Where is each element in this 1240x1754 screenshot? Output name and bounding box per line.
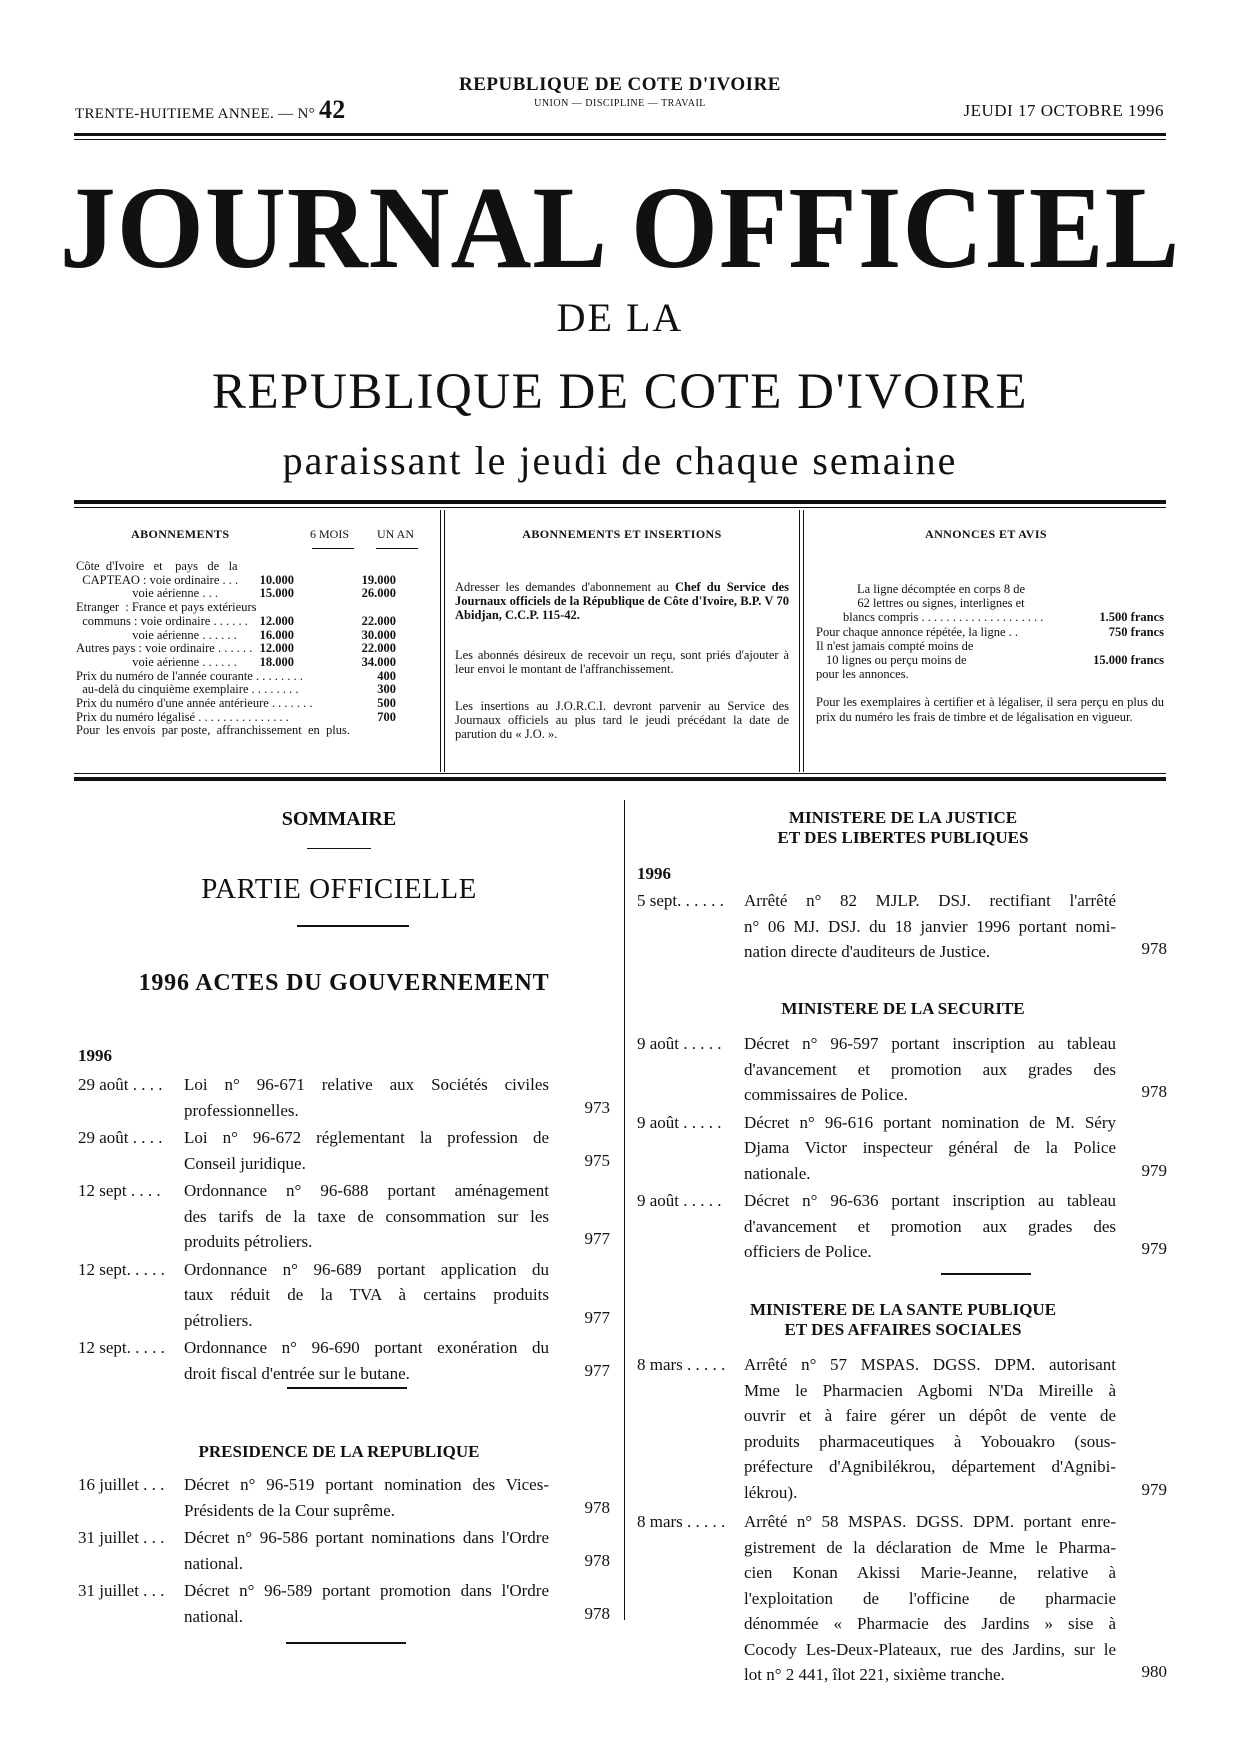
- abonnement-6mois: 12.000: [259, 641, 294, 656]
- abonnement-label: Côte d'Ivoire et pays de la: [76, 559, 238, 573]
- entry-page: 978: [584, 1550, 610, 1570]
- entry-text: [184, 1472, 549, 1523]
- abonnement-row: [76, 601, 396, 615]
- entry-line: Arrêté n° 82 MJLP. DSJ. rectifiant l'arrêté: [744, 891, 1116, 910]
- entry-line: pétroliers.: [184, 1310, 253, 1330]
- motto: UNION — DISCIPLINE — TRAVAIL: [534, 98, 706, 109]
- entry-line: nation directe d'auditeurs de Justice.: [744, 942, 991, 961]
- republic-header: [440, 74, 800, 109]
- entry-date: 29 août . . . .: [78, 1128, 163, 1147]
- col2-underline: [376, 548, 418, 549]
- entry-line: d'avancement et promotion aux grades des: [744, 1059, 1116, 1079]
- partie-officielle: PARTIE OFFICIELLE: [201, 873, 477, 905]
- entry-line: Mme le Pharmacien Agbomi N'Da Mireille à: [744, 1380, 1116, 1400]
- entry-line: Conseil juridique.: [184, 1153, 306, 1173]
- entry-page: 975: [584, 1150, 610, 1170]
- annonces-p4: Pour les exemplaires à certifier et à légaliser, il sera perçu en plus du prix du numéro les frais de timbre et de légalisation en vigueur.: [816, 695, 1164, 724]
- entry-text: [184, 1178, 549, 1255]
- entry-date: 12 sept. . . . .: [78, 1259, 165, 1279]
- sommaire-entry: [637, 1031, 1167, 1108]
- entry-line: Arrêté n° 58 MSPAS. DGSS. DPM. portant enre-: [744, 1512, 1116, 1531]
- entry-line: droit fiscal d'entrée sur le butane.: [184, 1363, 410, 1383]
- entry-line: Arrêté n° 57 MSPAS. DGSS. DPM. autorisant: [744, 1355, 1116, 1374]
- entry-line: gistrement de la déclaration de Mme le Pharma-: [744, 1537, 1116, 1557]
- year-label: TRENTE-HUITIEME ANNEE. — N°: [75, 106, 315, 122]
- entry-line: des tarifs de la taxe de consommation sur les: [184, 1206, 549, 1226]
- abonnement-label: au-delà du cinquième exemplaire . . . . . . . .: [76, 682, 299, 697]
- abonnement-label: Pour les envois par poste, affranchissement en plus.: [76, 723, 351, 738]
- entry-line: l'exploitation de l'officine de pharmacie: [744, 1588, 1116, 1608]
- abonnement-un-an: 30.000: [361, 627, 396, 642]
- entry-date: 29 août . . . .: [78, 1075, 163, 1094]
- entry-line: Décret n° 96-616 portant nomination de M. Séry: [744, 1112, 1116, 1132]
- annonces-price-2: 750 francs: [1108, 624, 1164, 639]
- actes-title: 1996 ACTES DU GOUVERNEMENT: [138, 970, 550, 996]
- journal-title: JOURNAL OFFICIEL: [59, 162, 1181, 294]
- entry-date: 9 août . . . . .: [637, 1112, 722, 1132]
- entry-line: taux réduit de la TVA à certains produits: [184, 1285, 549, 1304]
- abonnement-un-an: 700: [377, 709, 396, 724]
- insertions-p1: [455, 580, 789, 623]
- sante-title-l2: ET DES AFFAIRES SOCIALES: [784, 1320, 1022, 1339]
- entry-line: cien Konan Akissi Marie-Jeanne, relative à: [744, 1563, 1116, 1582]
- partie-rule: [297, 925, 409, 927]
- abonnement-label: CAPTEAO : voie ordinaire . . .: [76, 572, 239, 587]
- annonces-l6: 10 lignes ou perçu moins de: [826, 652, 967, 667]
- entry-line: d'avancement et promotion aux grades des: [744, 1216, 1116, 1236]
- abonnement-label: Prix du numéro d'une année antérieure . . . . . . .: [76, 696, 313, 710]
- entry-page: 978: [1141, 939, 1167, 958]
- sommaire-entry: [78, 1335, 610, 1386]
- entry-text: [744, 1188, 1116, 1265]
- entry-line: produits pétroliers.: [184, 1232, 313, 1251]
- abonnement-un-an: 22.000: [361, 613, 396, 628]
- entry-page: 979: [1141, 1160, 1167, 1180]
- entry-page: 973: [584, 1097, 610, 1117]
- entry-page: 979: [1141, 1239, 1167, 1258]
- annonces-l7: pour les annonces.: [816, 667, 909, 682]
- entry-page: 979: [1141, 1479, 1167, 1499]
- entry-date: 8 mars . . . . .: [637, 1512, 726, 1531]
- justice-title-l2: ET DES LIBERTES PUBLIQUES: [777, 828, 1029, 847]
- abonnement-6mois: 16.000: [259, 627, 294, 642]
- entry-line: Décret n° 96-597 portant inscription au tableau: [744, 1034, 1116, 1053]
- entry-line: lot n° 2 441, îlot 221, sixième tranche.: [744, 1665, 1005, 1684]
- year-1996: 1996: [78, 1046, 112, 1065]
- annonces-price-3: 15.000 francs: [1093, 652, 1164, 667]
- de-la: DE LA: [556, 295, 684, 340]
- abonnement-un-an: 26.000: [361, 586, 396, 601]
- entry-page: 980: [1141, 1662, 1167, 1681]
- entry-text: [744, 1509, 1116, 1688]
- abonnement-row: [76, 656, 396, 670]
- issue-date: JEUDI 17 OCTOBRE 1996: [963, 101, 1164, 120]
- entry-line: produits pharmaceutiques à Yobouakro (sous-: [744, 1431, 1116, 1451]
- sommaire-rule: [307, 848, 371, 849]
- entry-line: nationale.: [744, 1163, 811, 1183]
- entry-text: [744, 1352, 1116, 1505]
- entry-line: professionnelles.: [184, 1100, 299, 1120]
- entry-line: Djama Victor inspecteur général de la Police: [744, 1138, 1116, 1157]
- abonnement-label: voie aérienne . . . . . .: [76, 627, 237, 642]
- entry-text: [744, 1110, 1116, 1187]
- col-6-mois: 6 MOIS: [310, 527, 350, 541]
- entry-line: Cocody Les-Deux-Plateaux, rue des Jardins, sur le: [744, 1639, 1116, 1659]
- abonnement-label: Autres pays : voie ordinaire . . . . . .: [76, 641, 253, 656]
- box-top-rule-thin: [74, 507, 1166, 508]
- abonnement-6mois: 12.000: [259, 613, 294, 628]
- republic-title: REPUBLIQUE DE COTE D'IVOIRE: [211, 364, 1029, 420]
- insertions-p1-text: Adresser les demandes d'abonnement au: [455, 580, 675, 594]
- sommaire-entry: [637, 888, 1167, 965]
- abonnement-row: [76, 560, 396, 574]
- entry-date: 9 août . . . . .: [637, 1191, 722, 1210]
- entry-date: 12 sept. . . . .: [78, 1338, 165, 1357]
- annonces-l1: La ligne décomptée en corps 8 de: [857, 582, 1025, 596]
- entry-date: 8 mars . . . . .: [637, 1355, 726, 1374]
- entry-date: 5 sept. . . . . .: [637, 891, 724, 910]
- abonnement-6mois: 10.000: [259, 572, 294, 587]
- entry-page: 978: [584, 1497, 610, 1517]
- entry-line: lékrou).: [744, 1482, 798, 1502]
- insertions-p3: Les insertions au J.O.R.C.I. devront parvenir au Service des Journaux officiels au plus tard le jeudi précédant la date de parution du « J.O. ».: [455, 699, 789, 742]
- sommaire-entry: [78, 1525, 610, 1576]
- entry-line: préfecture d'Agnibilékrou, département d'Agnibi-: [744, 1457, 1116, 1476]
- entry-line: Décret n° 96-589 portant promotion dans l'Ordre: [184, 1581, 549, 1600]
- sommaire-entry: [637, 1188, 1167, 1265]
- abonnement-row: [76, 724, 396, 738]
- entry-text: [184, 1578, 549, 1629]
- entry-text: [184, 1525, 549, 1576]
- abonnement-row: [76, 697, 396, 711]
- entry-text: [184, 1072, 549, 1123]
- abonnement-label: Etranger : France et pays extérieurs: [76, 600, 257, 615]
- entry-line: n° 06 MJ. DSJ. du 18 janvier 1996 portant nomi-: [744, 916, 1116, 936]
- abonnement-un-an: 22.000: [361, 641, 396, 656]
- entry-line: Décret n° 96-519 portant nomination des Vices-: [184, 1475, 549, 1494]
- header-rule-thin: [74, 139, 1166, 140]
- issue-line: [75, 95, 346, 125]
- entry-page: 978: [584, 1603, 610, 1623]
- abonnement-6mois: 18.000: [259, 654, 294, 669]
- sommaire-entry: [78, 1472, 610, 1523]
- abonnement-un-an: 400: [377, 668, 396, 683]
- justice-year: 1996: [637, 864, 671, 883]
- abonnement-un-an: 500: [377, 696, 396, 710]
- annonces-block: [816, 582, 1164, 724]
- securite-title: MINISTERE DE LA SECURITE: [781, 999, 1025, 1018]
- abonnement-6mois: 15.000: [259, 586, 294, 601]
- entry-line: Décret n° 96-586 portant nominations dans l'Ordre: [184, 1528, 549, 1547]
- header-rule-thick: [74, 133, 1166, 136]
- column-divider: [624, 800, 625, 1620]
- box-divider-2: [799, 510, 800, 772]
- entry-line: Loi n° 96-672 réglementant la profession de: [184, 1128, 549, 1147]
- entry-page: 977: [584, 1360, 610, 1380]
- entry-line: Ordonnance n° 96-689 portant application du: [184, 1259, 549, 1279]
- sommaire-entry: [78, 1578, 610, 1629]
- sommaire-title: SOMMAIRE: [281, 808, 397, 830]
- abonnement-label: Prix du numéro légalisé . . . . . . . . . . . . . . .: [76, 709, 289, 724]
- sommaire-entry: [637, 1352, 1167, 1505]
- justice-title-l1: MINISTERE DE LA JUSTICE: [788, 808, 1018, 827]
- entry-date: 31 juillet . . .: [78, 1581, 165, 1600]
- abonnement-un-an: 300: [377, 682, 396, 697]
- entry-line: Ordonnance n° 96-688 portant aménagement: [184, 1181, 549, 1200]
- entry-text: [744, 888, 1116, 965]
- entry-date: 9 août . . . . .: [637, 1034, 722, 1053]
- abonnements-heading: ABONNEMENTS: [131, 527, 230, 541]
- entry-line: Loi n° 96-671 relative aux Sociétés civiles: [184, 1075, 549, 1094]
- box-divider-1: [440, 510, 441, 772]
- presidence-end-rule: [286, 1642, 406, 1644]
- securite-end-rule: [941, 1273, 1031, 1275]
- box-bottom-rule-thick: [74, 777, 1166, 781]
- sommaire-entry: [78, 1178, 610, 1255]
- sante-title-l1: MINISTERE DE LA SANTE PUBLIQUE: [749, 1300, 1057, 1319]
- entry-text: [184, 1125, 549, 1176]
- box-divider-1b: [444, 510, 445, 772]
- abonnement-row: [76, 615, 396, 629]
- entry-line: ouvrir et à faire gérer un dépôt de vente de: [744, 1406, 1116, 1425]
- col-un-an: UN AN: [377, 527, 415, 541]
- entry-line: Ordonnance n° 96-690 portant exonération du: [184, 1338, 549, 1357]
- abonnement-label: voie aérienne . . . . . .: [76, 654, 237, 669]
- annonces-l4: Pour chaque annonce répétée, la ligne . .: [816, 624, 1018, 639]
- tagline: paraissant le jeudi de chaque semaine: [282, 438, 958, 483]
- box-divider-2b: [803, 510, 804, 772]
- abonnement-label: voie aérienne . . .: [76, 586, 218, 601]
- entry-text: [184, 1335, 549, 1386]
- issue-number: 42: [318, 95, 346, 124]
- entry-page: 977: [584, 1307, 610, 1327]
- col1-underline: [312, 548, 354, 549]
- abonnement-un-an: 19.000: [361, 572, 396, 587]
- sommaire-entry: [78, 1125, 610, 1176]
- actes-end-rule: [287, 1387, 407, 1389]
- insertions-p1-address: Chef du Service des Journaux officiels de la République de Côte d'Ivoire, B.P. V 70 Abidjan, C.C.P. 115-42.: [455, 580, 790, 623]
- entry-line: commissaires de Police.: [744, 1085, 908, 1104]
- box-top-rule-thick: [74, 500, 1166, 504]
- entry-date: 16 juillet . . .: [78, 1475, 165, 1494]
- republic-name: REPUBLIQUE DE COTE D'IVOIRE: [459, 74, 781, 95]
- entry-line: dénommée « Pharmacie des Jardins » sise à: [744, 1614, 1116, 1633]
- sommaire-entry: [78, 1257, 610, 1334]
- box-bottom-rule-thin: [74, 773, 1166, 774]
- annonces-l3: blancs compris . . . . . . . . . . . . . . . . . . . .: [843, 610, 1044, 625]
- entry-page: 978: [1141, 1082, 1167, 1101]
- annonces-price-1: 1.500 francs: [1099, 610, 1164, 625]
- presidence-title: PRESIDENCE DE LA REPUBLIQUE: [198, 1442, 480, 1461]
- entry-line: Décret n° 96-636 portant inscription au tableau: [744, 1191, 1116, 1210]
- entry-line: officiers de Police.: [744, 1242, 872, 1261]
- entry-page: 977: [584, 1229, 610, 1248]
- sommaire-entry: [637, 1110, 1167, 1187]
- abonnement-label: communs : voie ordinaire . . . . . .: [76, 613, 248, 628]
- annonces-l2: 62 lettres ou signes, interlignes et: [857, 596, 1025, 611]
- justice-title: [640, 808, 1166, 848]
- abonnement-un-an: 34.000: [361, 654, 396, 669]
- entry-line: national.: [184, 1553, 244, 1573]
- abonnement-label: Prix du numéro de l'année courante . . . . . . . .: [76, 668, 303, 683]
- sante-title: [640, 1300, 1166, 1340]
- entry-text: [184, 1257, 549, 1334]
- entry-line: Présidents de la Cour suprême.: [184, 1500, 396, 1520]
- sommaire-entry: [78, 1072, 610, 1123]
- entry-date: 31 juillet . . .: [78, 1528, 165, 1547]
- entry-text: [744, 1031, 1116, 1108]
- insertions-p2: Les abonnés désireux de recevoir un reçu, sont priés d'ajouter à leur envoi le montant de l'affranchissement.: [455, 648, 789, 677]
- entry-line: national.: [184, 1606, 244, 1626]
- annonces-l5: Il n'est jamais compté moins de: [816, 638, 974, 653]
- annonces-heading: ANNONCES ET AVIS: [925, 527, 1047, 541]
- insertions-heading: ABONNEMENTS ET INSERTIONS: [522, 527, 722, 541]
- sommaire-entry: [637, 1509, 1167, 1688]
- entry-date: 12 sept . . . .: [78, 1181, 161, 1200]
